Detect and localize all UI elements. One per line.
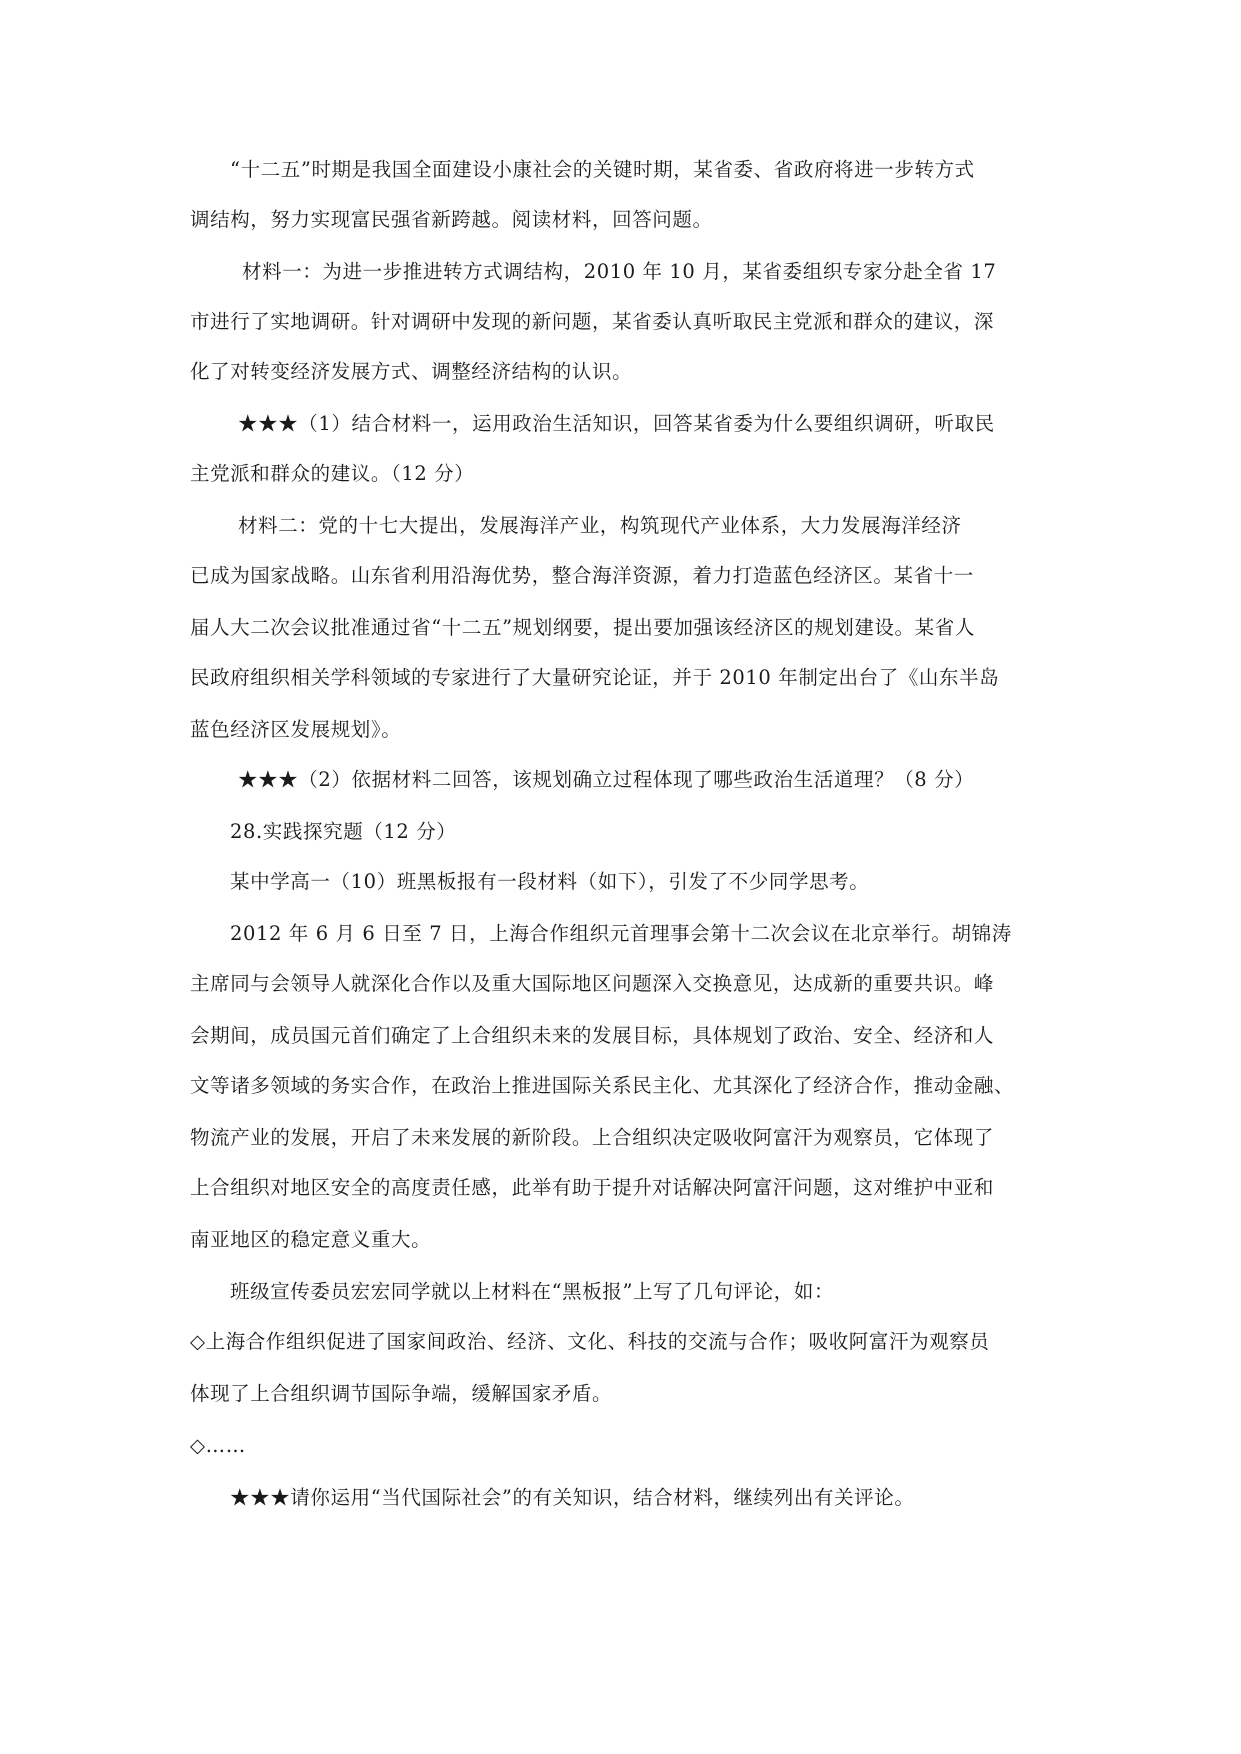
question-1-line-1: ★★★（1）结合材料一，运用政治生活知识，回答某省委为什么要组织调研，听取民 (238, 412, 995, 435)
material-two-line-4: 民政府组织相关学科领域的专家进行了大量研究论证，并于 2010 年制定出台了《山东半岛 (190, 666, 1000, 689)
comment-bullet-1-line-1: ◇上海合作组织促进了国家间政治、经济、文化、科技的交流与合作；吸收阿富汗为观察员 (190, 1330, 990, 1353)
sco-material-line-7: 南亚地区的稳定意义重大。 (190, 1228, 432, 1251)
sco-material-line-3: 会期间，成员国元首们确定了上合组织未来的发展目标，具体规划了政治、安全、经济和人 (190, 1024, 995, 1047)
sco-material-line-6: 上合组织对地区安全的高度责任感，此举有助于提升对话解决阿富汗问题，这对维护中亚和 (190, 1176, 995, 1199)
question-2: ★★★（2）依据材料二回答，该规划确立过程体现了哪些政治生活道理？（8 分） (238, 768, 975, 791)
commentary-intro: 班级宣传委员宏宏同学就以上材料在“黑板报”上写了几句评论，如： (230, 1280, 835, 1303)
section-28-heading: 28.实践探究题（12 分） (230, 820, 457, 843)
material-two-line-5: 蓝色经济区发展规划》。 (190, 718, 402, 741)
comment-bullet-2: ◇…… (190, 1434, 246, 1457)
comment-bullet-1-line-2: 体现了上合组织调节国际争端，缓解国家矛盾。 (190, 1382, 613, 1405)
material-two-line-3: 届人大二次会议批准通过省“十二五”规划纲要，提出要加强该经济区的规划建设。某省人 (190, 616, 975, 639)
sco-material-line-2: 主席同与会领导人就深化合作以及重大国际地区问题深入交换意见，达成新的重要共识。峰 (190, 972, 995, 995)
intro-line-1: “十二五”时期是我国全面建设小康社会的关键时期，某省委、省政府将进一步转方式 (230, 158, 975, 181)
sco-material-line-5: 物流产业的发展，开启了未来发展的新阶段。上合组织决定吸收阿富汗为观察员，它体现了 (190, 1126, 995, 1149)
material-one-line-2: 市进行了实地调研。针对调研中发现的新问题，某省委认真听取民主党派和群众的建议，深 (190, 310, 995, 333)
material-two-line-2: 已成为国家战略。山东省利用沿海优势，整合海洋资源，着力打造蓝色经济区。某省十一 (190, 564, 974, 587)
material-one-line-1: 材料一：为进一步推进转方式调结构，2010 年 10 月，某省委组织专家分赴全省 17 (242, 260, 997, 283)
sco-material-line-1: 2012 年 6 月 6 日至 7 日，上海合作组织元首理事会第十二次会议在北京举行。胡锦涛 (230, 922, 1012, 945)
sco-material-line-4: 文等诸多领域的务实合作，在政治上推进国际关系民主化、尤其深化了经济合作，推动金融、 (190, 1074, 1015, 1097)
material-two-line-1: 材料二：党的十七大提出，发展海洋产业，构筑现代产业体系，大力发展海洋经济 (238, 514, 962, 537)
intro-line-2: 调结构，努力实现富民强省新跨越。阅读材料，回答问题。 (190, 208, 713, 231)
blackboard-intro: 某中学高一（10）班黑板报有一段材料（如下），引发了不少同学思考。 (230, 870, 870, 893)
final-question: ★★★请你运用“当代国际社会”的有关知识，结合材料，继续列出有关评论。 (230, 1486, 915, 1509)
question-1-line-2: 主党派和群众的建议。（12 分） (190, 462, 475, 485)
material-one-line-3: 化了对转变经济发展方式、调整经济结构的认识。 (190, 360, 633, 383)
